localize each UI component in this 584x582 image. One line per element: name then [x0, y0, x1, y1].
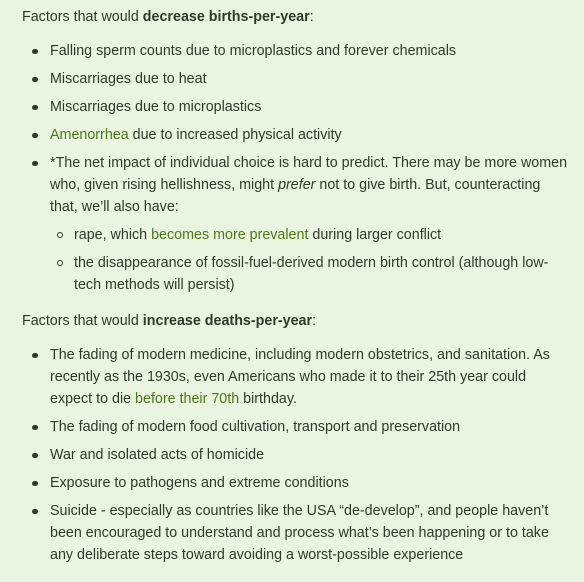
births-factor-list	[22, 40, 570, 296]
list-item-text: *The net impact of individual choice is hard to predict. There may be more women who, given rising hellishness, might	[50, 155, 568, 193]
becomes-more-prevalent-link[interactable]: becomes more prevalent	[151, 227, 309, 243]
list-item-text: The fading of modern medicine, including modern obstetrics, and sanitation. As recently as the 1930s, even Americans who made it to their 25th year could expect to die	[50, 347, 550, 407]
list-item-text: The fading of modern food cultivation, transport and preservation	[50, 419, 461, 435]
list-item-text: Exposure to pathogens and extreme conditions	[50, 475, 349, 491]
list-item	[50, 416, 570, 438]
heading-prefix: Factors that would	[22, 313, 143, 329]
list-item	[50, 96, 570, 118]
emphasis-text: prefer	[278, 177, 316, 193]
sub-list-item	[74, 224, 570, 246]
sub-list-item-text: rape, which	[74, 227, 152, 243]
list-item-text: Falling sperm counts due to microplastics and forever chemicals	[50, 43, 457, 59]
births-section-heading	[22, 6, 570, 28]
list-item-text: Suicide - especially as countries like the USA “de-develop”, and people haven’t been encouraged to understand and process what’s been happening or to take any deliberate steps toward avoiding a worst-possible experience	[50, 503, 549, 563]
sub-list-item	[74, 252, 570, 296]
sub-list-item-text: during larger conflict	[308, 227, 442, 243]
before-their-70th-link[interactable]: before their 70th	[135, 391, 240, 407]
list-item	[50, 68, 570, 90]
amenorrhea-link[interactable]: Amenorrhea	[50, 127, 129, 143]
list-item-text: Miscarriages due to microplastics	[50, 99, 262, 115]
list-item-text: not to give birth. But, counteracting that, we’ll also have:	[50, 177, 541, 215]
heading-prefix: Factors that would	[22, 9, 143, 25]
list-item-text: War and isolated acts of homicide	[50, 447, 265, 463]
list-item-text: birthday.	[239, 391, 297, 407]
list-item-text: due to increased physical activity	[128, 127, 342, 143]
heading-suffix: :	[309, 9, 314, 25]
list-item	[50, 152, 570, 296]
list-item	[50, 124, 570, 146]
list-item	[50, 444, 570, 466]
heading-suffix: :	[312, 313, 317, 329]
list-item	[50, 344, 570, 410]
sub-list-item-text: the disappearance of fossil-fuel-derived modern birth control (although low-tech methods will persist)	[74, 255, 549, 293]
list-item	[50, 472, 570, 494]
sub-list	[50, 224, 570, 296]
list-item-text: Miscarriages due to heat	[50, 71, 207, 87]
deaths-factor-list	[22, 344, 570, 566]
heading-bold: increase deaths-per-year	[142, 313, 313, 329]
list-item	[50, 500, 570, 566]
deaths-section-heading	[22, 310, 570, 332]
list-item	[50, 40, 570, 62]
heading-bold: decrease births-per-year	[142, 9, 310, 25]
